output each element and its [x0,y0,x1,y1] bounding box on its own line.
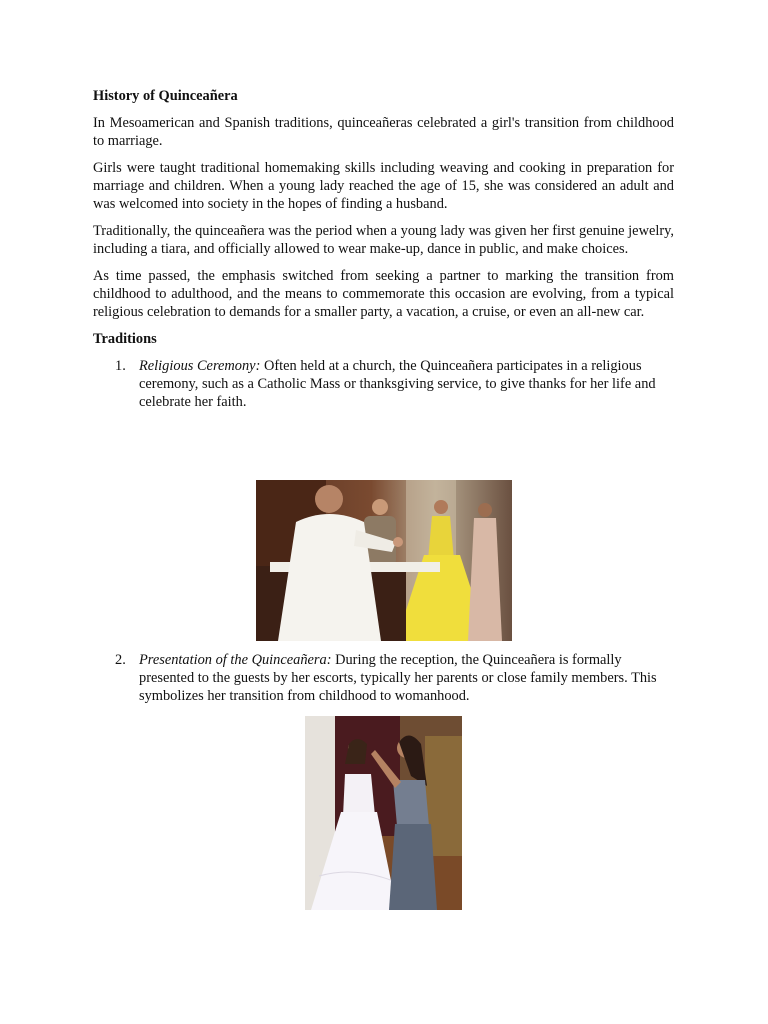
paragraph-3: Traditionally, the quinceañera was the period when a young lady was given her first genuine jewelry, including a tiara, and officially allowed to wear make-up, dance in public, and make choices. [93,223,674,257]
presentation-photo [305,716,462,910]
paragraph-2: Girls were taught traditional homemaking skills including weaving and cooking in preparation for marriage and children. When a young lady reached the age of 15, she was considered an adult and was welcomed into society in the hopes of finding a husband. [93,160,674,212]
tradition-item-2 [93,651,659,705]
tradition-title: Presentation of the Quinceañera: [139,652,332,668]
paragraph-4: As time passed, the emphasis switched from seeking a partner to marking the transition from childhood to adulthood, and the means to commemorate this occasion are evolving, from a typical religious celebration to demands for a smaller party, a vacation, a cruise, or even an all-new car. [93,268,674,320]
tradition-text: During the reception, the Quinceañera is formally presented to the guests by her escorts, typically her parents or close family members. This symbolizes her transition from childhood to womanhood. [139,652,657,704]
tradition-number: 1. [115,358,126,374]
document-body [93,87,674,411]
tradition-number: 2. [115,652,126,668]
tradition-title: Religious Ceremony: [139,358,261,374]
paragraph-1: In Mesoamerican and Spanish traditions, quinceañeras celebrated a girl's transition from childhood to marriage. [93,115,674,149]
religious-ceremony-photo [256,480,512,641]
document-title: History of Quinceañera [93,88,238,104]
traditions-continued [93,651,674,705]
traditions-heading: Traditions [93,331,157,347]
tradition-text: Often held at a church, the Quinceañera participates in a religious ceremony, such as a Catholic Mass or thanksgiving service, to give thanks for her life and celebrate her faith. [139,358,656,410]
tradition-item-1 [93,357,659,411]
